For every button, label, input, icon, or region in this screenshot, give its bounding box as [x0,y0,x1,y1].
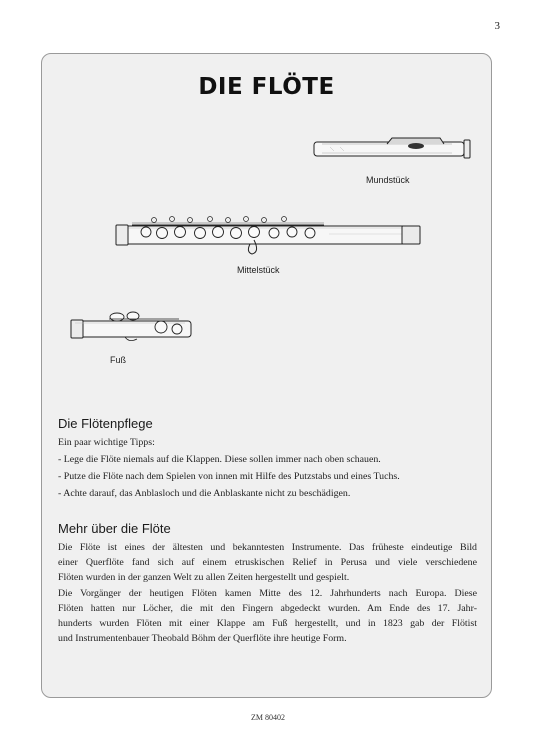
middle-section-illustration [114,212,426,258]
care-tip: - Putze die Flöte nach dem Spielen von innen mit Hilfe des Putzstabs und eines Tuchs. [58,471,400,482]
foot-label: Fuß [110,355,127,365]
care-tip: - Achte darauf, das Anblasloch und die Anblaskante nicht zu beschädigen. [58,488,351,499]
page-title: DIE FLÖTE [198,74,335,100]
care-intro: Ein paar wichtige Tipps: [58,437,155,448]
more-text-line: Die Vorgänger der heutigen Flöten kamen Mitte des 12. Jahrhunderts nach Europa. Diese [58,588,477,599]
more-text-line: Die Flöte ist eines der ältesten und bekanntesten Instrumente. Das früheste eindeutige Bild [58,542,477,553]
more-text-line: hunderts wurden Flöten mit einer Klappe am Fuß hergestellt, und in 1823 gab der Flötist [58,618,477,629]
content-panel [41,53,492,698]
more-text-line: Flöten hatten nur Löcher, die mit den Fingern abgedeckt wurden. Am Ende des 17. Jahr- [58,603,477,614]
more-text-line: einer Querflöte fand sich auf einem etruskischen Relief in Perusa und viele verschiedene [58,557,477,568]
mouthpiece-illustration [312,134,474,164]
mouthpiece-label: Mundstück [366,175,410,185]
foot-illustration [69,309,197,349]
more-heading: Mehr über die Flöte [58,521,171,536]
care-tip: - Lege die Flöte niemals auf die Klappen. Diese sollen immer nach oben schauen. [58,454,381,465]
more-text-line: und Instrumentenbauer Theobald Böhm der Querflöte ihre heutige Form. [58,633,347,644]
middle-section-label: Mittelstück [237,265,280,275]
page-number: 3 [494,20,500,32]
footer-code: ZM 80402 [251,713,285,722]
more-text-line: Flöten wurden in der ganzen Welt zu allen Zeiten hergestellt und gespielt. [58,572,350,583]
care-heading: Die Flötenpflege [58,416,153,431]
